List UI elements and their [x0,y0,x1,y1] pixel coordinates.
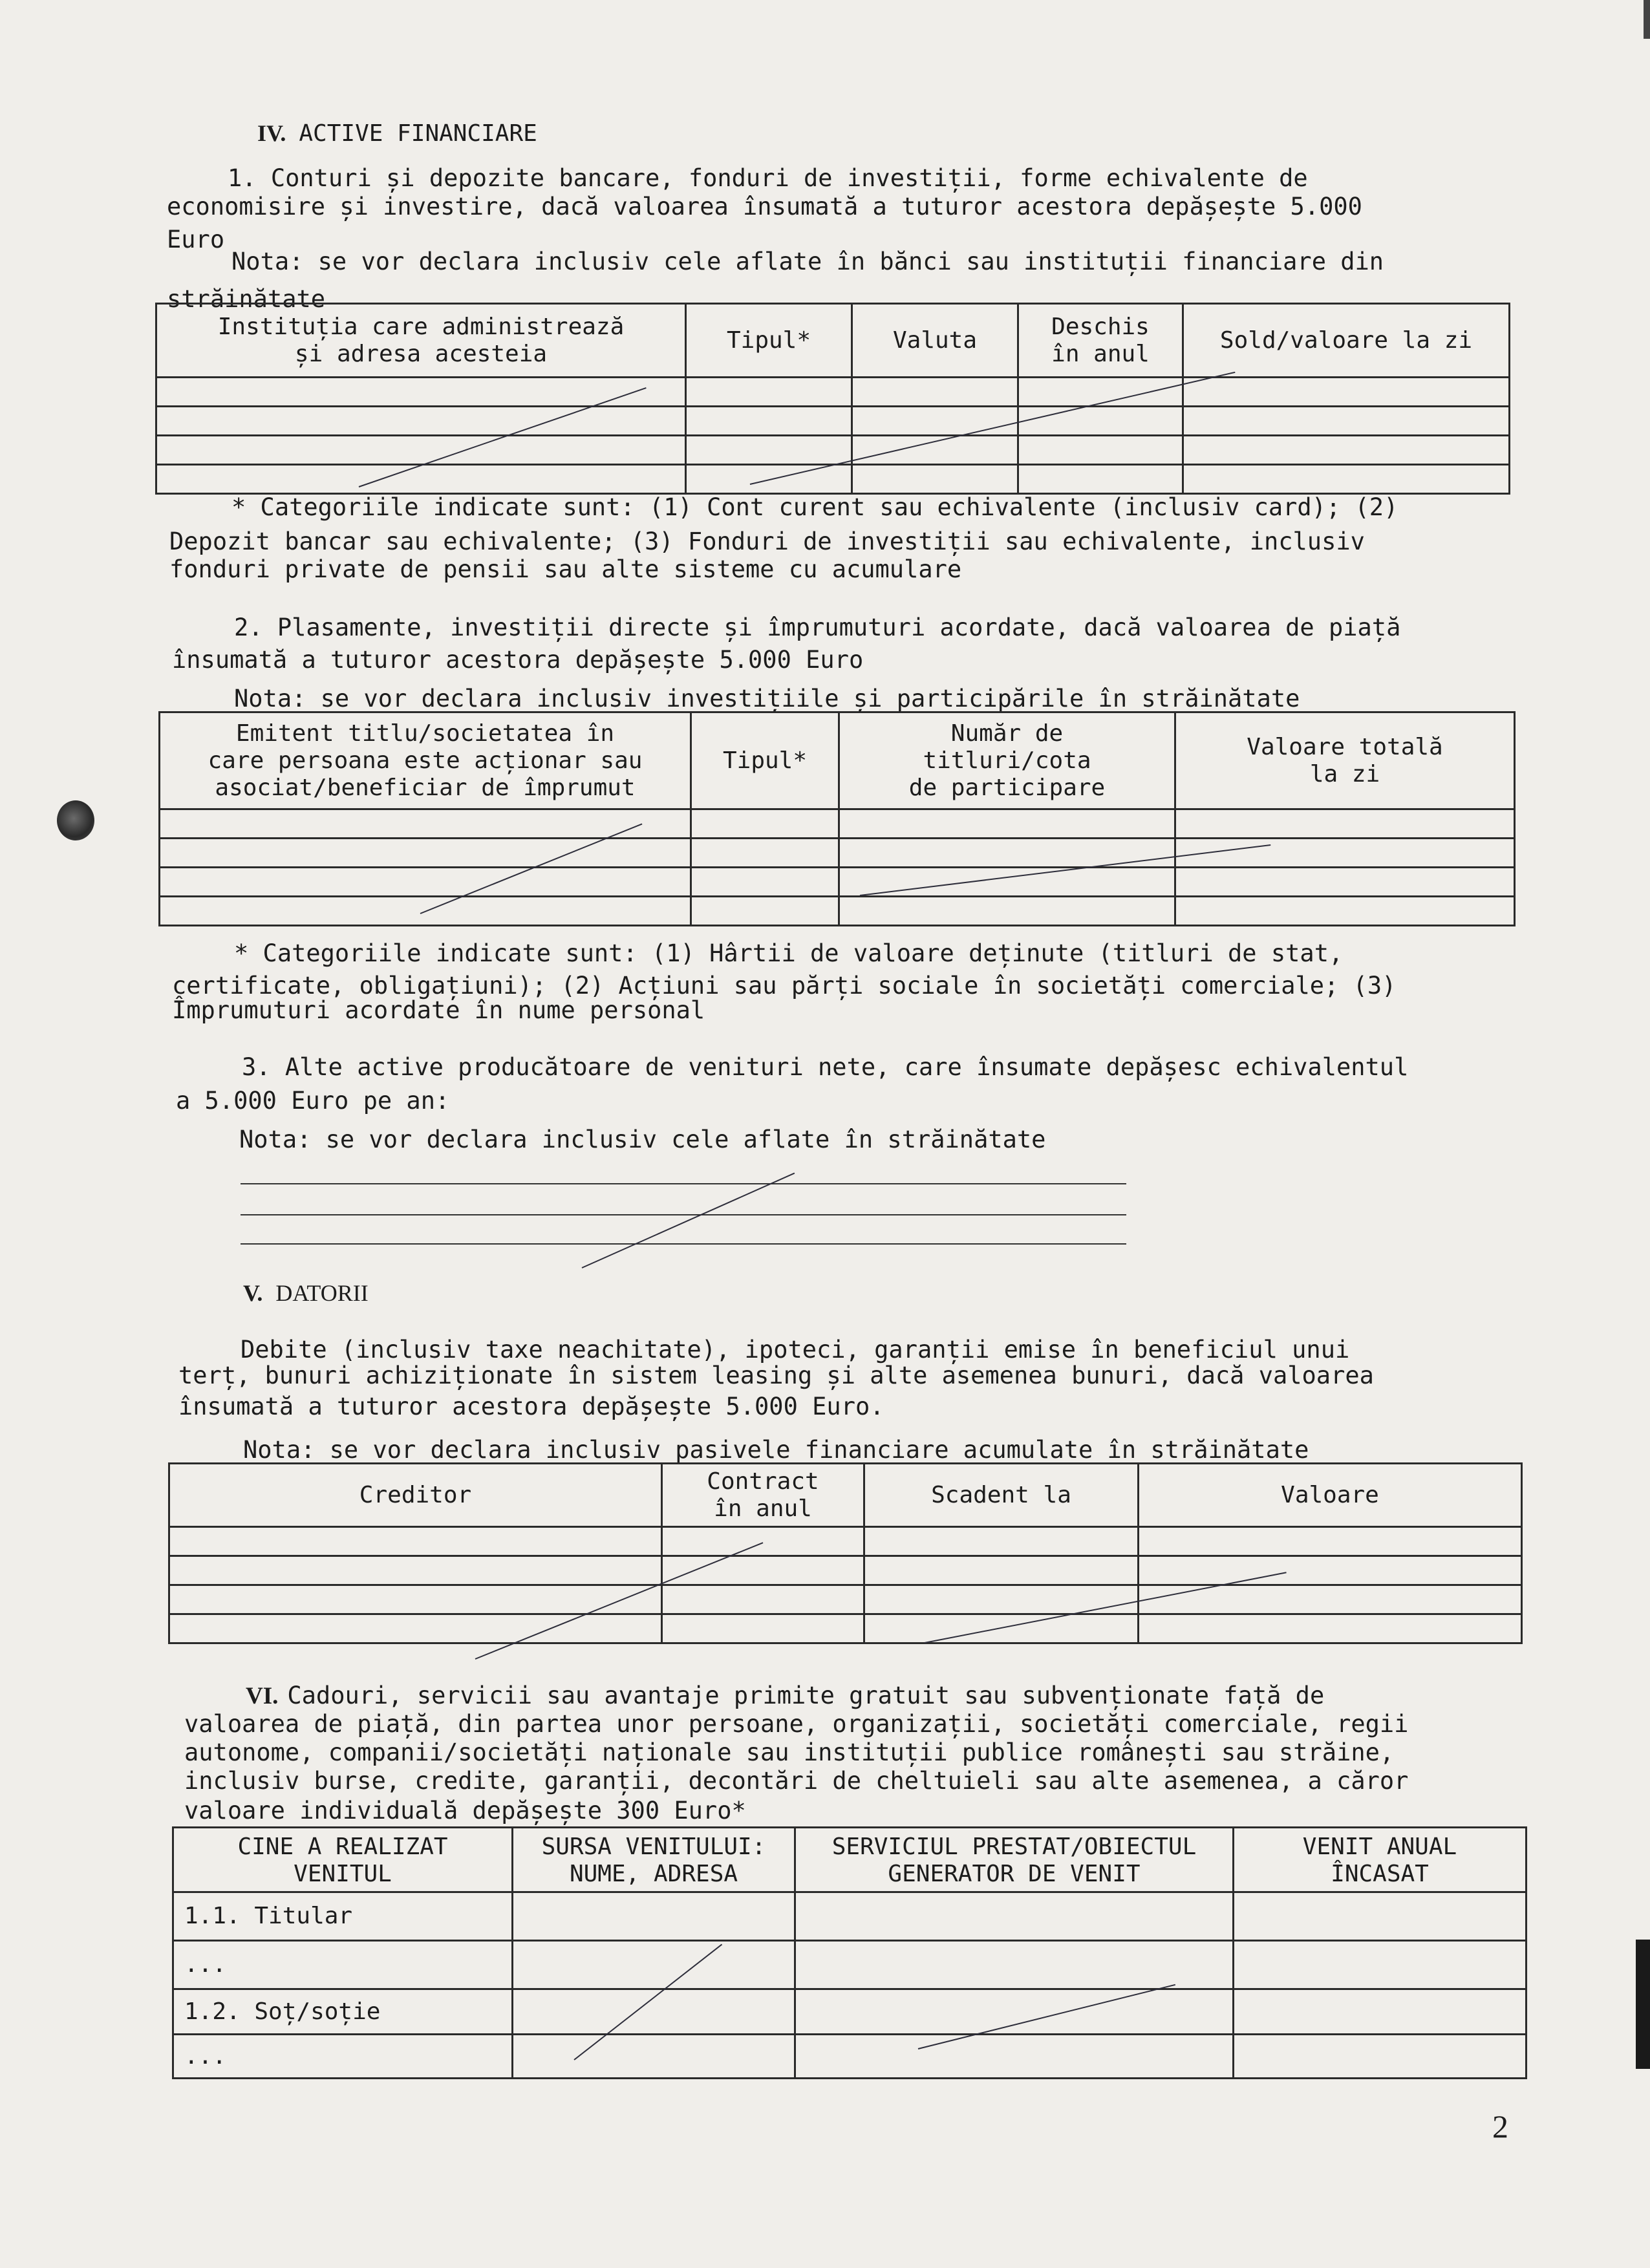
nota-text: Nota: se vor declara inclusiv cele aflate în străinătate [239,1126,1046,1153]
row-label: ... [173,2035,513,2079]
item-2-text: însumată a tuturor acestora depășește 5.000 Euro [172,646,864,674]
blank-line [241,1183,1126,1184]
page-edge-shadow [1644,0,1650,39]
table-row [169,1614,1522,1643]
categories-note: certificate, obligațiuni); (2) Acțiuni sau părți sociale în societăți comerciale; (3) [172,972,1397,1000]
column-header: Număr de titluri/cota de participare [839,712,1175,809]
column-header: Deschis în anul [1018,304,1183,378]
item-2-text: 2. Plasamente, investiții directe și împrumuturi acordate, dacă valoarea de piață [234,614,1401,641]
table-row [173,1892,1527,1941]
item-1-text: economisire și investire, dacă valoarea însumată a tuturor acestora depășește 5.000 [167,193,1362,220]
column-header: Tipul* [686,304,852,378]
punch-hole [57,800,94,840]
gifts-text: Cadouri, servicii sau avantaje primite gratuit sau subvenționate față de [287,1682,1325,1709]
gifts-text: valoare individuală depășește 300 Euro* [184,1797,746,1824]
column-header: VENIT ANUAL ÎNCASAT [1234,1828,1527,1892]
nota-text: Nota: se vor declara inclusiv cele aflate în bănci sau instituții financiare din [231,248,1384,275]
section-number: IV. [257,120,286,146]
table-row [160,868,1515,897]
table-row [156,436,1510,465]
column-header: Creditor [169,1464,662,1527]
table-row [169,1556,1522,1585]
section-title: DATORII [275,1280,369,1306]
blank-line [241,1214,1126,1215]
table-row [156,407,1510,436]
section-title: ACTIVE FINANCIARE [299,120,537,147]
debts-table [168,1462,1523,1644]
table-header-row [173,1828,1527,1892]
column-header: Contract în anul [662,1464,864,1527]
row-label: ... [173,1941,513,1989]
column-header: SURSA VENITULUI: NUME, ADRESA [513,1828,795,1892]
table-header-row [156,304,1510,378]
column-header: Instituția care administrează și adresa acesteia [156,304,686,378]
nota-text: Nota: se vor declara inclusiv investițiile și participările în străinătate [234,685,1300,712]
table-row [160,809,1515,839]
gifts-table [172,1826,1527,2079]
blank-line [241,1243,1126,1245]
categories-note: Depozit bancar sau echivalente; (3) Fonduri de investiții sau echivalente, inclusiv [169,528,1365,555]
row-label: 1.1. Titular [173,1892,513,1941]
table-row [169,1585,1522,1614]
item-1-text: 1. Conturi și depozite bancare, fonduri de investiții, forme echivalente de [228,164,1308,192]
section-number: VI. [246,1683,279,1709]
gifts-text: inclusiv burse, credite, garanții, decontări de cheltuieli sau alte asemenea, a căror [184,1767,1409,1795]
column-header: CINE A REALIZAT VENITUL [173,1828,513,1892]
categories-note: fonduri private de pensii sau alte sisteme cu acumulare [169,555,962,583]
table-row [160,897,1515,926]
column-header: Valuta [852,304,1018,378]
section-heading-iv [257,118,537,149]
section-number: V. [243,1280,263,1306]
item-1-text: Euro [167,226,225,253]
investments-table [158,711,1516,926]
table-header-row [160,712,1515,809]
nota-text: Nota: se vor declara inclusiv pasivele financiare acumulate în străinătate [243,1436,1309,1464]
column-header: SERVICIUL PRESTAT/OBIECTUL GENERATOR DE VENIT [795,1828,1234,1892]
categories-note: * Categoriile indicate sunt: (1) Cont curent sau echivalente (inclusiv card); (2) [231,493,1398,521]
column-header: Valoare totală la zi [1175,712,1515,809]
categories-note: * Categoriile indicate sunt: (1) Hârtii de valoare deținute (titluri de stat, [234,939,1344,967]
nota-text: străinătate [167,285,326,313]
gifts-text: autonome, companii/societăți naționale sau instituții publice românești sau străine, [184,1738,1395,1766]
column-header: Scadent la [864,1464,1139,1527]
section-heading-vi [246,1681,1324,1711]
section-heading-v [243,1278,369,1309]
table-row [156,378,1510,407]
column-header: Tipul* [691,712,839,809]
pen-stroke [582,1173,795,1268]
table-row [169,1527,1522,1556]
debts-text: Debite (inclusiv taxe neachitate), ipoteci, garanții emise în beneficiul unui [241,1336,1350,1364]
table-row [173,1941,1527,1989]
column-header: Sold/valoare la zi [1183,304,1510,378]
table-header-row [169,1464,1522,1527]
categories-note: Împrumuturi acordate în nume personal [172,996,705,1024]
gifts-text: valoarea de piață, din partea unor persoane, organizații, societăți comerciale, regii [184,1710,1409,1738]
item-3-text: a 5.000 Euro pe an: [176,1087,450,1115]
table-row [156,465,1510,494]
debts-text: terț, bunuri achiziționate în sistem leasing și alte asemenea bunuri, dacă valoarea [178,1362,1374,1389]
column-header: Valoare [1139,1464,1522,1527]
item-3-text: 3. Alte active producătoare de venituri nete, care însumate depășesc echivalentul [242,1053,1409,1081]
column-header: Emitent titlu/societatea în care persoana este acționar sau asociat/beneficiar de împrumut [160,712,691,809]
page-number: 2 [1492,2108,1508,2145]
debts-text: însumată a tuturor acestora depășește 5.000 Euro. [178,1393,884,1420]
page-edge-shadow [1636,1940,1650,2069]
row-label: 1.2. Soț/soție [173,1989,513,2035]
table-row [173,1989,1527,2035]
table-row [160,839,1515,868]
table-row [173,2035,1527,2079]
